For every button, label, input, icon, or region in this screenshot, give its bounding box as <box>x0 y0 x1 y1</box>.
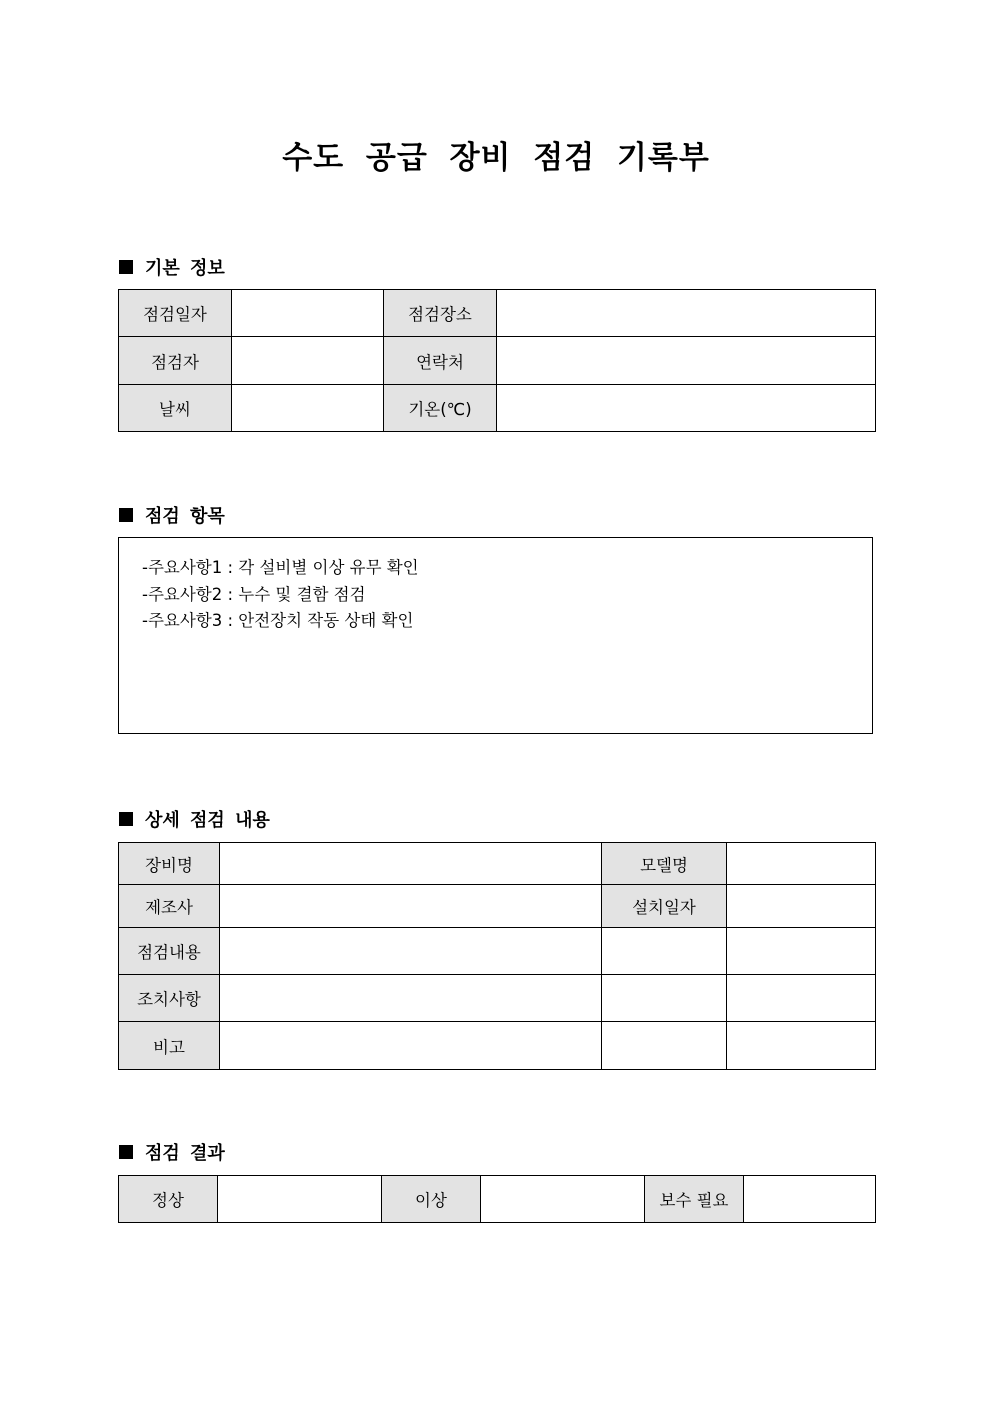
section-heading-detail-label: 상세 점검 내용 <box>145 810 270 831</box>
result-normal-field[interactable] <box>218 1176 382 1223</box>
equipment-name-field[interactable] <box>220 843 602 885</box>
install-date-label: 설치일자 <box>602 885 727 928</box>
section-heading-items-label: 점검 항목 <box>145 506 225 527</box>
weather-field[interactable] <box>232 385 384 432</box>
table-row <box>119 337 876 385</box>
inspector-field[interactable] <box>232 337 384 385</box>
action-taken-field[interactable] <box>220 975 602 1022</box>
table-row <box>119 885 876 928</box>
section-heading-result-label: 점검 결과 <box>145 1143 225 1164</box>
inspection-place-field[interactable] <box>497 290 876 337</box>
inspection-content-extra-field[interactable] <box>602 928 727 975</box>
table-row <box>119 1176 876 1223</box>
result-repair-field[interactable] <box>744 1176 876 1223</box>
inspection-date-label: 점검일자 <box>119 290 232 337</box>
inspection-content-label: 점검내용 <box>119 928 220 975</box>
contact-label: 연락처 <box>384 337 497 385</box>
temperature-field[interactable] <box>497 385 876 432</box>
section-heading-items <box>119 502 225 528</box>
table-row <box>119 928 876 975</box>
table-row <box>119 843 876 885</box>
result-abnormal-label: 이상 <box>382 1176 481 1223</box>
section-heading-basic <box>119 254 225 280</box>
temperature-label: 기온(℃) <box>384 385 497 432</box>
inspection-content-extra-field-2[interactable] <box>727 928 876 975</box>
contact-field[interactable] <box>497 337 876 385</box>
action-taken-extra-field[interactable] <box>602 975 727 1022</box>
manufacturer-label: 제조사 <box>119 885 220 928</box>
list-item: -주요사항2 : 누수 및 결함 점검 <box>142 584 366 604</box>
square-bullet-icon <box>119 508 133 522</box>
inspection-date-field[interactable] <box>232 290 384 337</box>
square-bullet-icon <box>119 260 133 274</box>
action-taken-label: 조치사항 <box>119 975 220 1022</box>
inspection-content-field[interactable] <box>220 928 602 975</box>
equipment-name-label: 장비명 <box>119 843 220 885</box>
note-extra-field[interactable] <box>602 1022 727 1070</box>
result-normal-label: 정상 <box>119 1176 218 1223</box>
weather-label: 날씨 <box>119 385 232 432</box>
model-name-label: 모델명 <box>602 843 727 885</box>
result-repair-label: 보수 필요 <box>645 1176 744 1223</box>
section-heading-detail <box>119 806 270 832</box>
install-date-field[interactable] <box>727 885 876 928</box>
result-abnormal-field[interactable] <box>481 1176 645 1223</box>
table-row <box>119 290 876 337</box>
manufacturer-field[interactable] <box>220 885 602 928</box>
inspection-place-label: 점검장소 <box>384 290 497 337</box>
note-label: 비고 <box>119 1022 220 1070</box>
table-row <box>119 385 876 432</box>
note-field[interactable] <box>220 1022 602 1070</box>
result-table <box>118 1175 876 1223</box>
section-heading-result <box>119 1139 225 1165</box>
note-extra-field-2[interactable] <box>727 1022 876 1070</box>
detail-table <box>118 842 876 1070</box>
action-taken-extra-field-2[interactable] <box>727 975 876 1022</box>
list-item: -주요사항3 : 안전장치 작동 상태 확인 <box>142 611 414 630</box>
square-bullet-icon <box>119 812 133 826</box>
basic-info-table <box>118 289 876 432</box>
page-title: 수도 공급 장비 점검 기록부 <box>282 140 710 176</box>
list-item: -주요사항1 : 각 설비별 이상 유무 확인 <box>142 558 419 577</box>
model-name-field[interactable] <box>727 843 876 885</box>
square-bullet-icon <box>119 1145 133 1159</box>
table-row <box>119 975 876 1022</box>
inspector-label: 점검자 <box>119 337 232 385</box>
section-heading-basic-label: 기본 정보 <box>145 258 225 279</box>
inspection-items-box[interactable] <box>118 537 873 734</box>
table-row <box>119 1022 876 1070</box>
